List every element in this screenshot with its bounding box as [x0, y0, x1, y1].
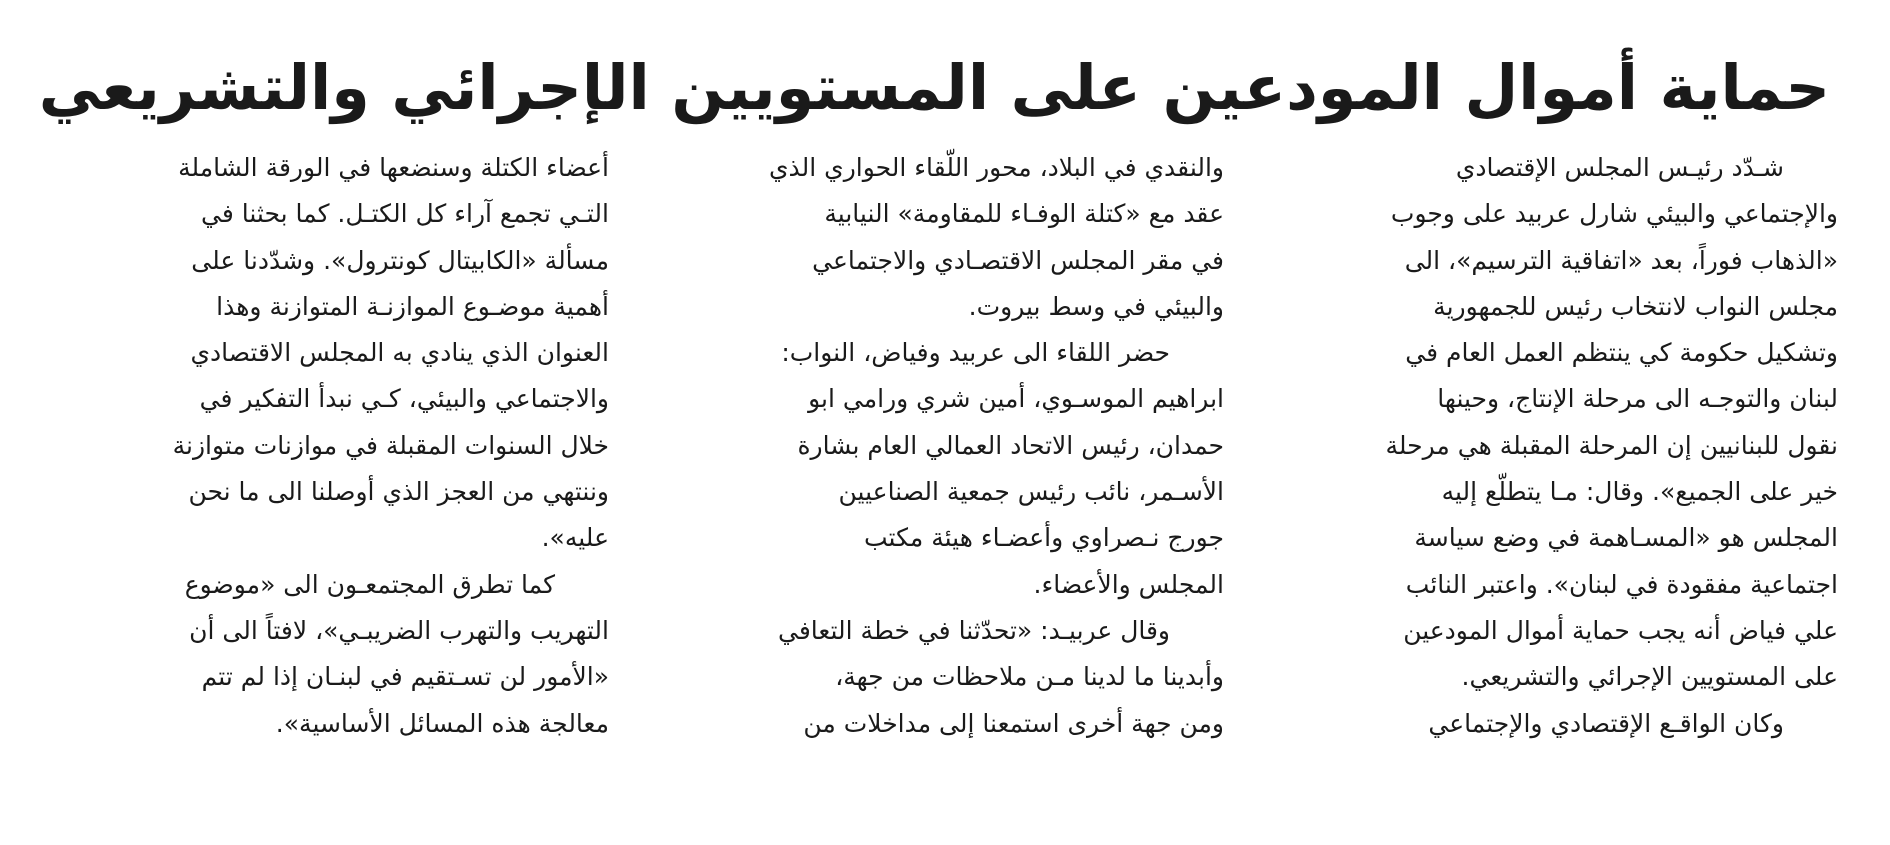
text-line: معالجة هذه المسائل الأساسية».: [275, 708, 609, 738]
text-line: عقد مع «كتلة الوفـاء للمقاومة» النيابية: [824, 199, 1224, 229]
text-line: والبيئي في وسط بيروت.: [968, 291, 1224, 321]
text-line: «الأمور لن تسـتقيم في لبنـان إذا لم تتم: [201, 662, 609, 692]
text-line: وننتهي من العجز الذي أوصلنا الى ما نحن: [188, 477, 609, 507]
text-line: مسألة «الكابيتال كونترول». وشدّدنا على: [191, 245, 609, 275]
text-line: «الذهاب فوراً، بعد «اتفاقية الترسيم»، الى: [1404, 245, 1838, 275]
article-column-1: [1293, 145, 1838, 747]
text-line: العنوان الذي ينادي به المجلس الاقتصادي: [190, 338, 609, 368]
text-line: مجلس النواب لانتخاب رئيس للجمهورية: [1433, 291, 1838, 321]
text-line: والاجتماعي والبيئي، كـي نبدأ التفكير في: [199, 384, 609, 414]
text-line: اجتماعية مفقودة في لبنان». واعتبر النائب: [1405, 569, 1838, 599]
text-line: وكان الواقـع الإقتصادي والإجتماعي: [1428, 708, 1784, 738]
text-line: جورج نـصراوي وأعضـاء هيئة مكتب: [864, 523, 1224, 553]
text-line: عليه».: [541, 523, 609, 553]
text-line: علي فياض أنه يجب حماية أموال المودعين: [1403, 615, 1838, 645]
text-line: ابراهيم الموسـوي، أمين شري ورامي ابو: [808, 384, 1224, 414]
text-line: خير على الجميع». وقال: مـا يتطلّع إليه: [1441, 477, 1838, 507]
text-line: نقول للبنانيين إن المرحلة المقبلة هي مرحلة: [1385, 430, 1838, 460]
text-line: كما تطرق المجتمعـون الى «موضوع: [184, 569, 555, 599]
text-line: لبنان والتوجـه الى مرحلة الإنتاج، وحينها: [1437, 384, 1838, 414]
text-line: وتشكيل حكومة كي ينتظم العمل العام في: [1405, 338, 1838, 368]
text-line: المجلس والأعضاء.: [1033, 569, 1224, 599]
article-column-2: [679, 145, 1224, 747]
text-line: والنقدي في البلاد، محور اللّقاء الحواري الذي: [768, 153, 1224, 182]
text-line: في مقر المجلس الاقتصـادي والاجتماعي: [812, 245, 1224, 275]
text-line: شـدّد رئيـس المجلس الإقتصادي: [1455, 153, 1784, 182]
text-line: التـي تجمع آراء كل الكتـل. كما بحثنا في: [201, 199, 609, 229]
text-line: وقال عربيـد: «تحدّثنا في خطة التعافي: [778, 615, 1170, 645]
text-line: خلال السنوات المقبلة في موازنات متوازنة: [172, 430, 609, 460]
text-line: وأبدينا ما لدينا مـن ملاحظات من جهة،: [835, 662, 1224, 692]
text-line: الأسـمر، نائب رئيس جمعية الصناعيين: [838, 477, 1224, 507]
text-line: حضر اللقاء الى عربيد وفياض، النواب:: [781, 338, 1170, 368]
article-column-3: [64, 145, 609, 747]
text-line: على المستويين الإجرائي والتشريعي.: [1461, 662, 1838, 692]
article-headline: حماية أموال المودعين على المستويين الإجرائي والتشريعي: [38, 51, 1830, 124]
text-line: حمدان، رئيس الاتحاد العمالي العام بشارة: [797, 430, 1224, 460]
text-line: ومن جهة أخرى استمعنا إلى مداخلات من: [803, 708, 1224, 738]
text-line: أهمية موضـوع الموازنـة المتوازنة وهذا: [216, 291, 609, 321]
text-line: المجلس هو «المسـاهمة في وضع سياسة: [1414, 523, 1838, 553]
text-line: أعضاء الكتلة وسنضعها في الورقة الشاملة: [178, 153, 609, 182]
text-line: والإجتماعي والبيئي شارل عربيد على وجوب: [1390, 199, 1838, 229]
text-line: التهريب والتهرب الضريبـي»، لافتاً الى أن: [189, 615, 609, 645]
